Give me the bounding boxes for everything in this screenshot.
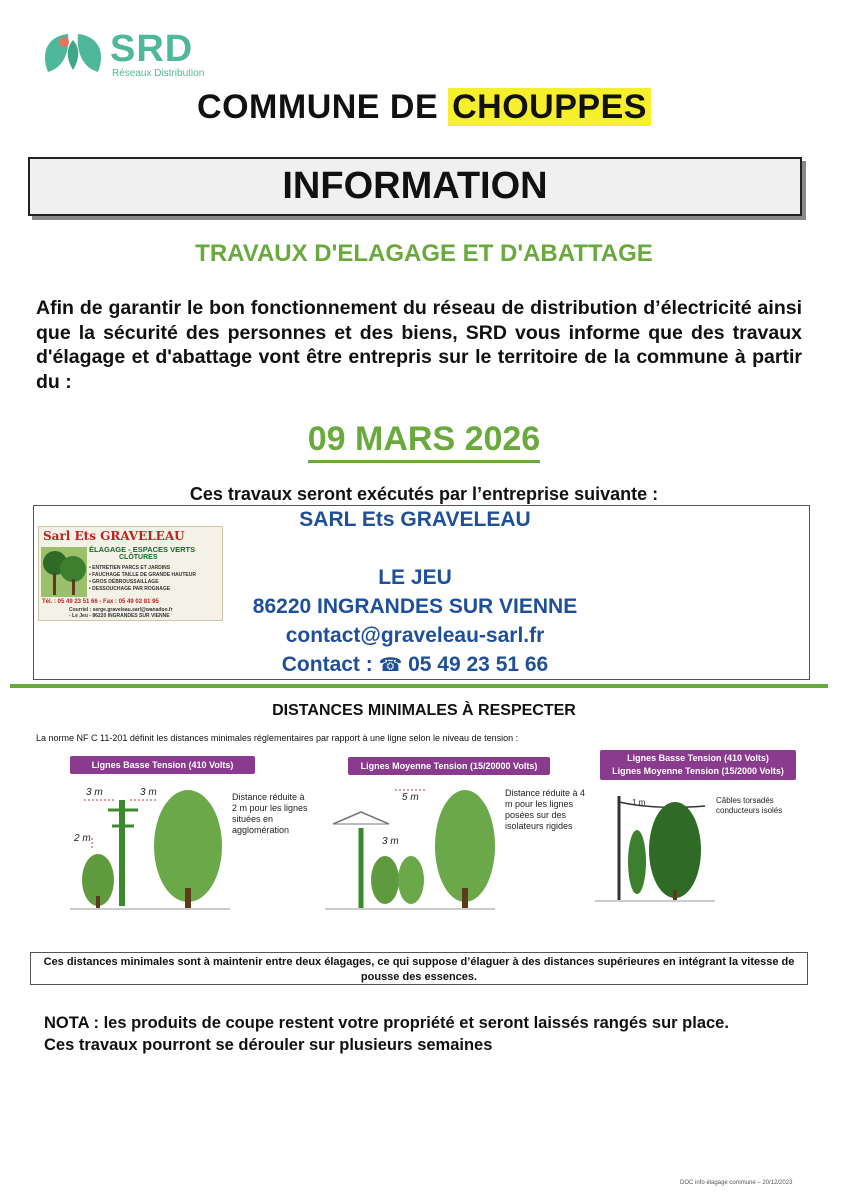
company-logo-name: Sarl Ets GRAVELEAU bbox=[43, 529, 185, 543]
commune-prefix: COMMUNE DE bbox=[197, 88, 449, 126]
panel3-badge bbox=[600, 750, 796, 780]
company-service-4: • DESSOUCHAGE PAR ROGNAGE bbox=[89, 586, 171, 592]
panel2-label-3m: 3 m bbox=[382, 836, 399, 847]
logo-name: SRD bbox=[110, 28, 194, 70]
panel1-note: Distance réduite à 2 m pour les lignes situées en agglomération bbox=[232, 792, 308, 835]
executed-by-text: Ces travaux seront exécutés par l’entreprise suivante : bbox=[189, 484, 659, 504]
start-date bbox=[0, 420, 848, 459]
nota-line1: NOTA : les produits de coupe restent votre propriété et seront laissés rangés sur place. bbox=[44, 1014, 729, 1032]
nota-section bbox=[44, 1012, 814, 1056]
nota-line2: Ces travaux pourront se dérouler sur plusieurs semaines bbox=[44, 1036, 493, 1054]
company-logo-email: Courriel : serge.graveleau.sarl@wanadoo.fr bbox=[69, 607, 173, 613]
company-contact bbox=[230, 653, 600, 682]
contact-phone[interactable]: 05 49 23 51 66 bbox=[408, 653, 549, 676]
start-date-text: 09 MARS 2026 bbox=[308, 420, 540, 463]
commune-name: CHOUPPES bbox=[448, 88, 651, 126]
panel1-badge: Lignes Basse Tension (410 Volts) bbox=[70, 756, 255, 774]
company-service-1: • ENTRETIEN PARCS ET JARDINS bbox=[89, 565, 171, 571]
panel1-label-2m: 2 m bbox=[74, 833, 91, 844]
company-email[interactable]: contact@graveleau-sarl.fr bbox=[285, 624, 545, 647]
distances-title: DISTANCES MINIMALES À RESPECTER bbox=[272, 702, 576, 719]
phone-icon: ☎ bbox=[378, 655, 403, 676]
company-name: SARL Ets GRAVELEAU bbox=[299, 508, 531, 531]
company-logo-line1: ÉLAGAGE - ESPACES VERTS bbox=[89, 545, 196, 554]
company-service-3: • GROS DÉBROUSSAILLAGE bbox=[89, 579, 159, 585]
panel1-label-3m-right: 3 m bbox=[140, 787, 157, 798]
footer-reference: DOC info élagage commune – 20/12/2023 bbox=[680, 1180, 793, 1186]
panel1-label-3m-left: 3 m bbox=[86, 787, 103, 798]
panel3-badge-line1: Lignes Basse Tension (410 Volts) bbox=[627, 753, 769, 763]
panel2-note: Distance réduite à 4 m pour les lignes posées sur des isolateurs rigides bbox=[505, 788, 586, 831]
panel3-badge-line2: Lignes Moyenne Tension (15/2000 Volts) bbox=[612, 766, 784, 776]
company-details bbox=[230, 508, 600, 682]
panel2-label-5m: 5 m bbox=[402, 792, 419, 803]
panel3-label-1m: 1 m bbox=[632, 798, 646, 807]
company-logo bbox=[38, 526, 223, 621]
conditions-box: Ces distances minimales sont à maintenir entre deux élagages, ce qui suppose d’élaguer à des distances supérieures en intégrant la vitesse de pousse des essences. bbox=[30, 952, 808, 985]
logo-subtitle: Réseaux Distribution bbox=[112, 68, 205, 79]
section-divider bbox=[10, 684, 828, 688]
panel3-insulated-cable-diagram-icon bbox=[595, 790, 715, 905]
works-subtitle: TRAVAUX D'ELAGAGE ET D'ABATTAGE bbox=[195, 240, 653, 267]
company-place: LE JEU bbox=[378, 566, 452, 589]
company-logo-tel: Tél. : 05 49 23 51 66 - Fax : 05 49 02 81 95 bbox=[42, 599, 159, 605]
tree-photo-icon bbox=[41, 547, 87, 597]
norm-text: La norme NF C 11-201 définit les distances minimales réglementaires par rapport à une ligne selon le niveau de tension : bbox=[36, 733, 519, 743]
panel2-badge: Lignes Moyenne Tension (15/20000 Volts) bbox=[348, 757, 550, 775]
intro-paragraph: Afin de garantir le bon fonctionnement du réseau de distribution d’électricité ainsi que la sécurité des personnes et des biens, SRD vous informe que des travaux d'élagage et d'abattage vont être entrepris sur le territoire de la commune à partir du : bbox=[36, 297, 802, 393]
company-spacer bbox=[230, 537, 600, 566]
contact-label: Contact : bbox=[281, 653, 373, 676]
commune-heading bbox=[0, 88, 848, 127]
srd-leaf-logo-icon bbox=[38, 22, 108, 80]
information-banner: INFORMATION bbox=[28, 157, 802, 216]
panel3-note: Câbles torsadés conducteurs isolés bbox=[716, 796, 783, 815]
company-service-2: • FAUCHAGE TAILLE DE GRANDE HAUTEUR bbox=[89, 572, 196, 578]
company-logo-address: - Le Jeu - 86220 INGRANDES SUR VIENNE bbox=[69, 613, 170, 619]
company-city: 86220 INGRANDES SUR VIENNE bbox=[252, 595, 578, 618]
company-logo-line2: CLÔTURES bbox=[119, 554, 158, 561]
